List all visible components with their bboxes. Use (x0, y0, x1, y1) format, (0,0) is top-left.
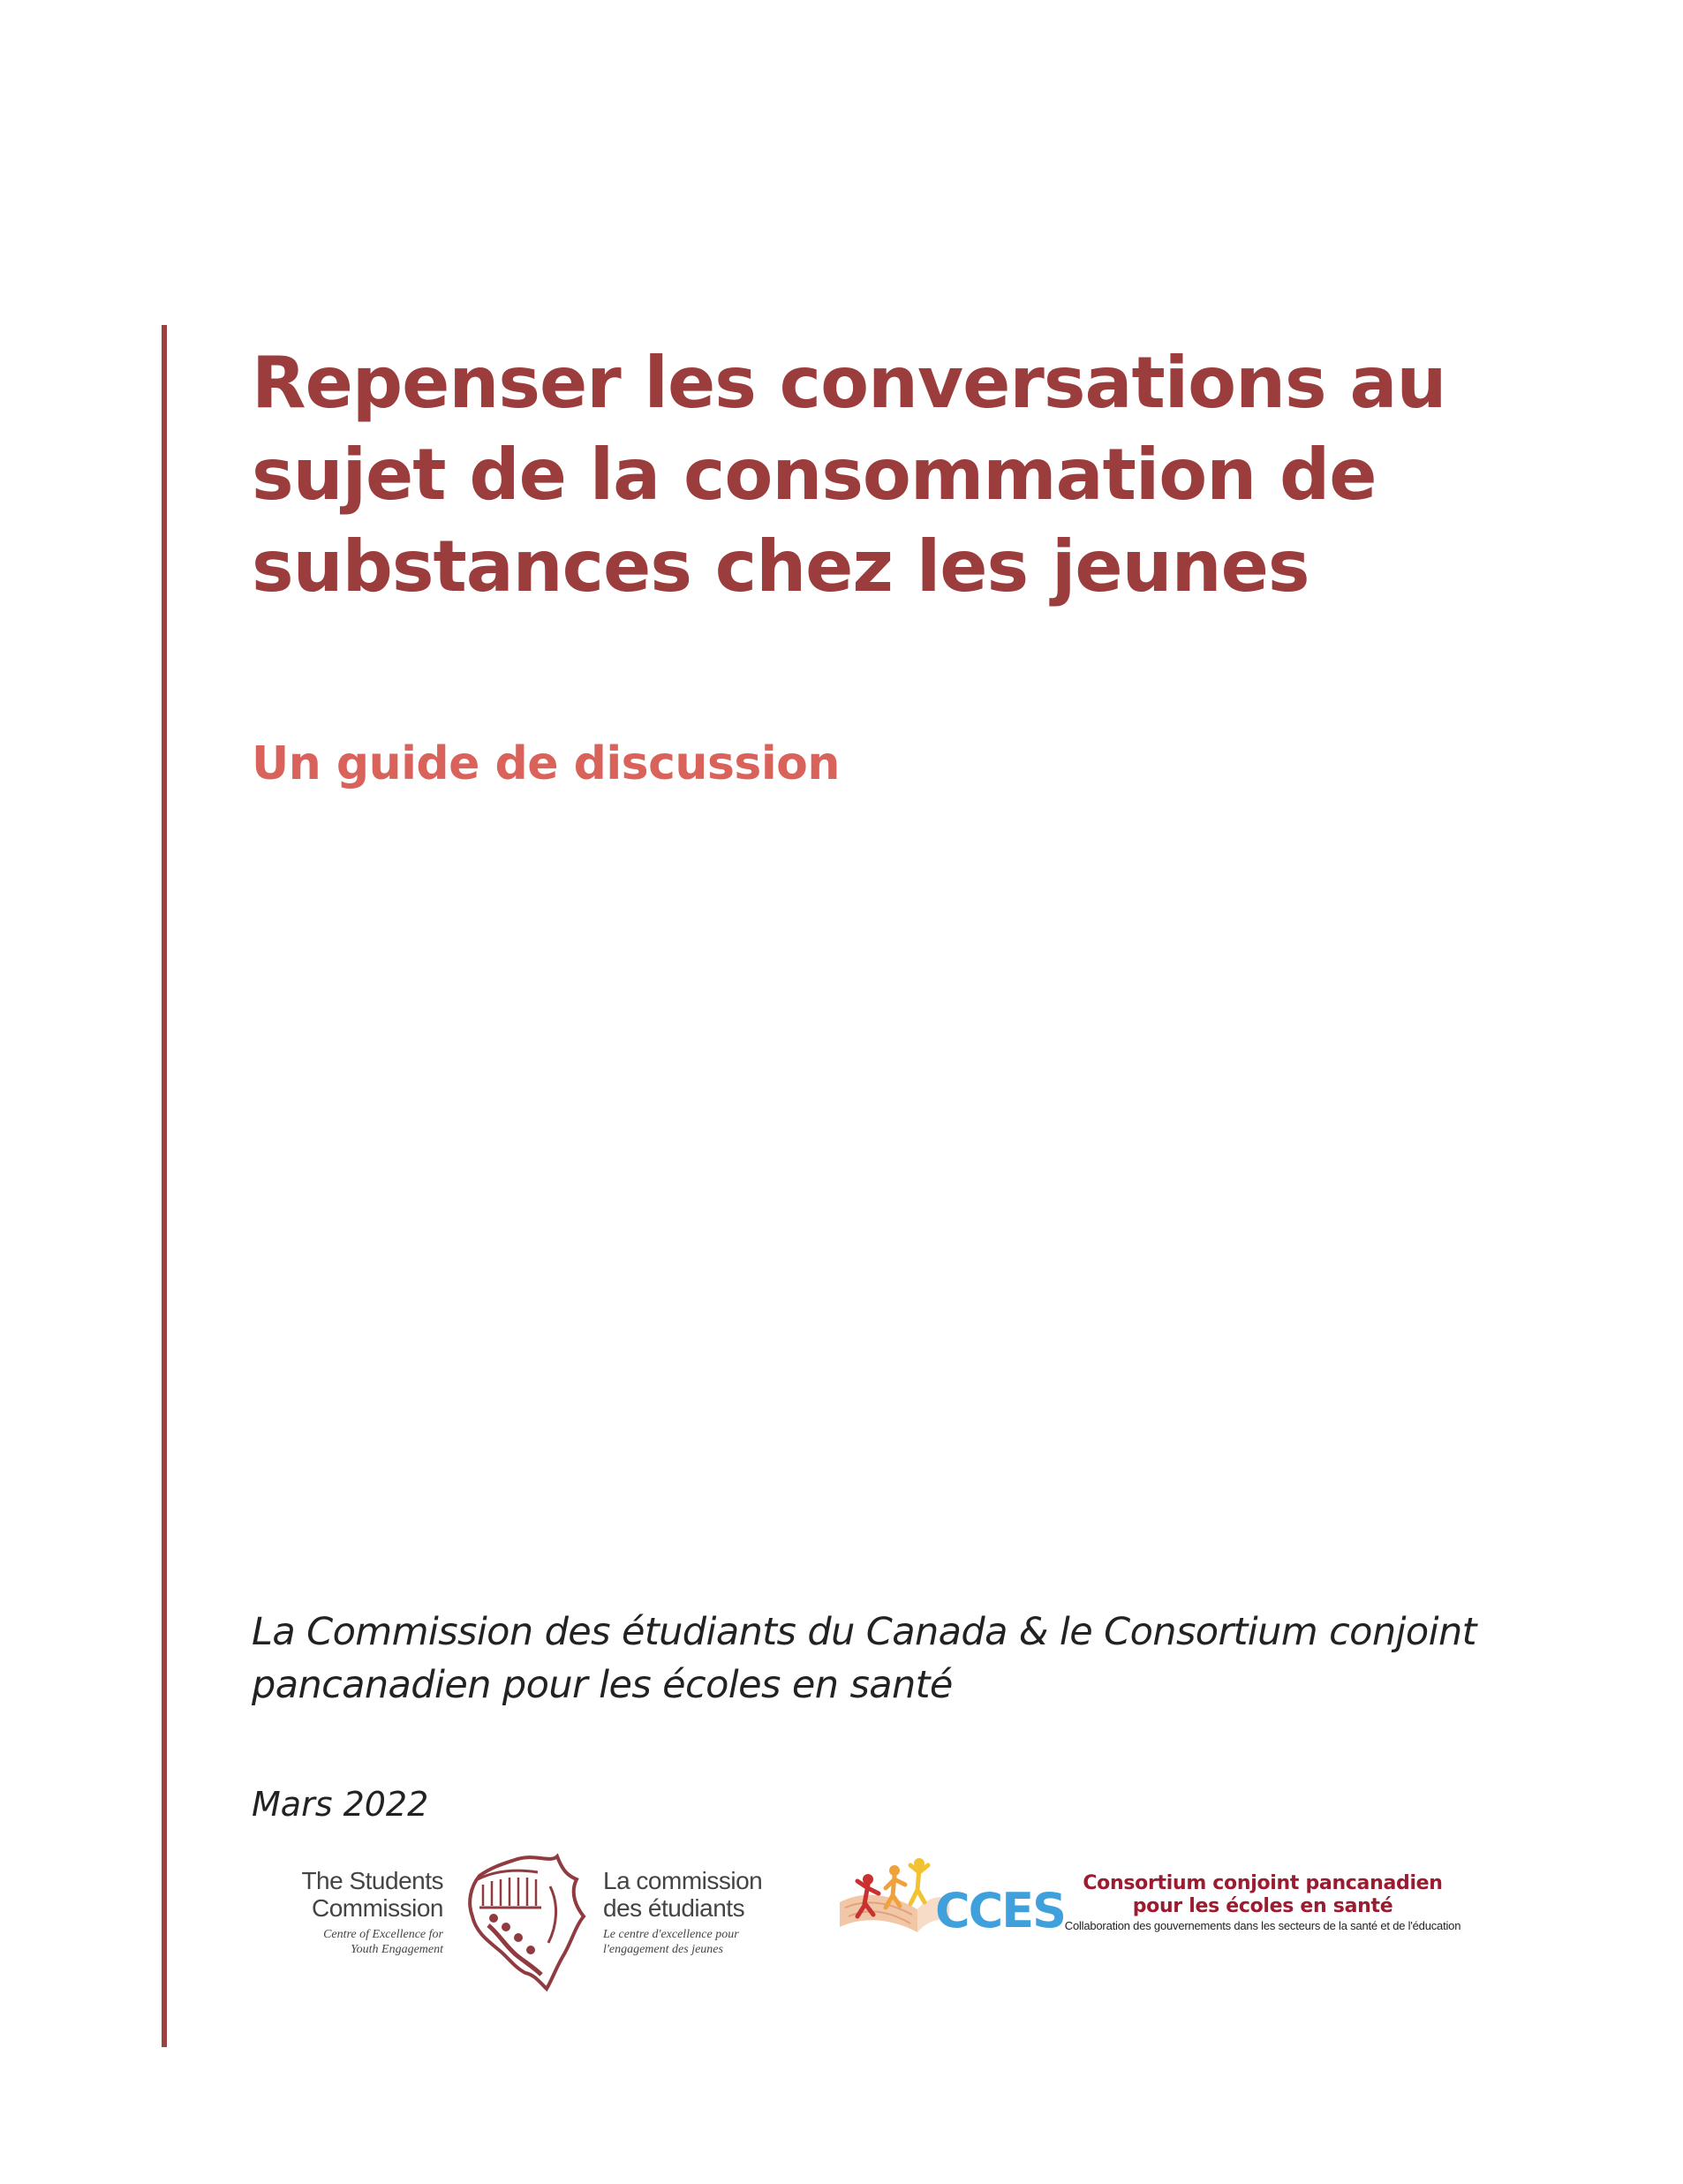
title-line: sujet de la consommation de (252, 434, 1377, 516)
accent-rule (162, 325, 167, 2047)
sc-fr-name-line: La commission (603, 1867, 763, 1894)
students-commission-english (291, 1867, 443, 1957)
sc-en-name-line: Commission (311, 1894, 443, 1922)
title-line: substances chez les jeunes (252, 525, 1309, 608)
cces-title-line: Consortium conjoint pancanadien (1083, 1872, 1443, 1894)
sc-fr-tag-line: Le centre d'excellence pour (603, 1928, 739, 1941)
sc-en-name-line: The Students (301, 1867, 443, 1894)
cces-text-block (1051, 1872, 1475, 1934)
cces-book-figures-icon (836, 1855, 1066, 1943)
students-commission-emblem-icon (453, 1851, 591, 1992)
students-commission-logo (291, 1851, 768, 1992)
cces-logo (836, 1855, 1472, 1952)
cces-acronym: CCES (935, 1883, 1066, 1938)
cces-caption: Collaboration des gouvernements dans les secteurs de la santé et de l'éducation (1064, 1919, 1461, 1932)
sc-fr-tagline (603, 1927, 780, 1957)
publication-date: Mars 2022 (252, 1785, 429, 1824)
sc-fr-name-line: des étudiants (603, 1894, 745, 1922)
cces-title-line: pour les écoles en santé (1132, 1895, 1393, 1917)
authors (252, 1606, 1576, 1712)
document-subtitle: Un guide de discussion (252, 737, 840, 790)
title-line: Repenser les conversations au (252, 342, 1446, 424)
sc-en-tag-line: Youth Engagement (351, 1943, 443, 1956)
students-commission-french (603, 1867, 780, 1957)
authors-line: La Commission des étudiants du Canada & le Consortium conjoint (252, 1610, 1476, 1654)
sc-en-tag-line: Centre of Excellence for (323, 1928, 443, 1941)
sc-en-tagline (291, 1927, 443, 1957)
document-title (252, 337, 1532, 613)
authors-line: pancanadien pour les écoles en santé (252, 1663, 953, 1707)
sc-fr-tag-line: l'engagement des jeunes (603, 1943, 723, 1956)
